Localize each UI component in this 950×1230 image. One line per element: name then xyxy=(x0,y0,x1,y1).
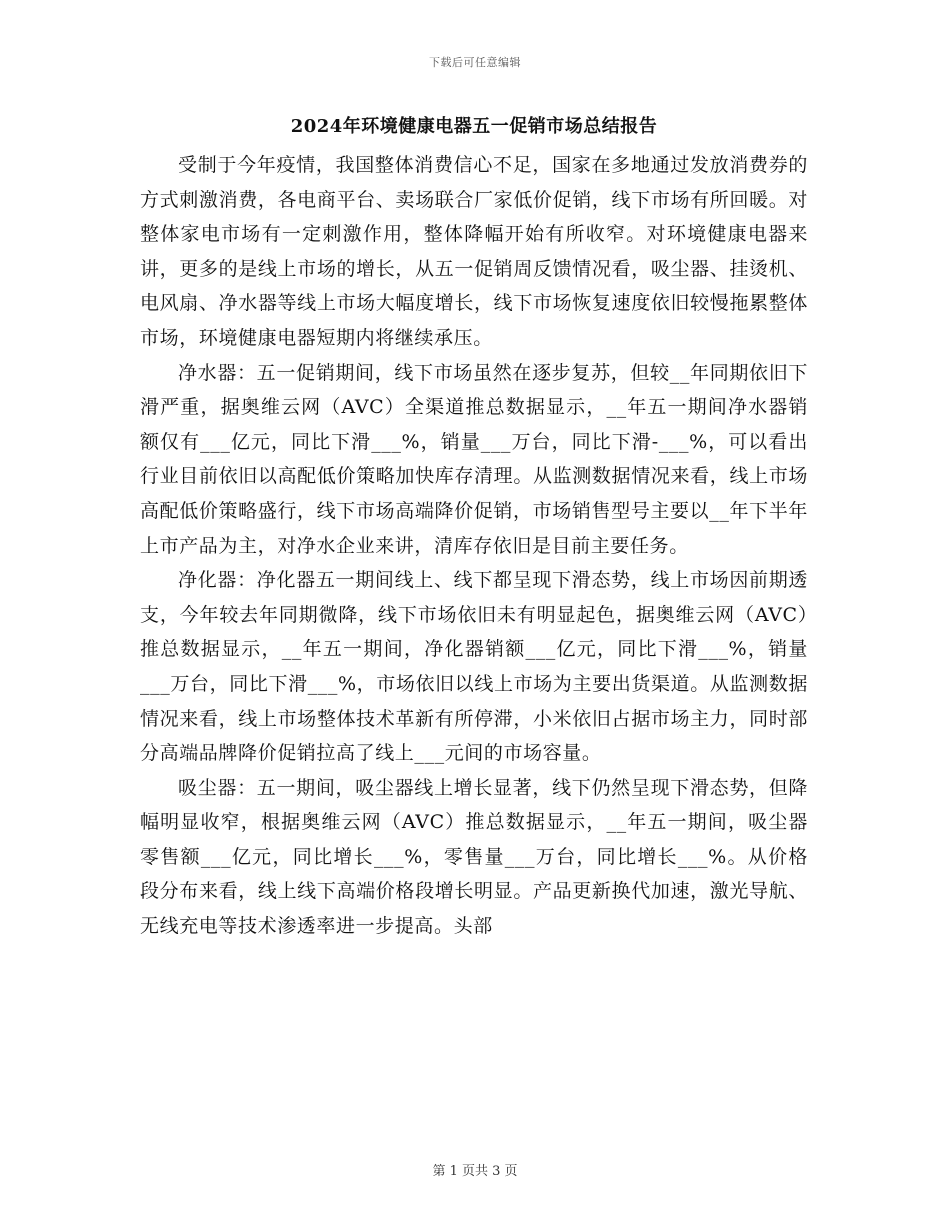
page-number: 第 1 页共 3 页 xyxy=(432,1164,518,1179)
paragraph-intro: 受制于今年疫情，我国整体消费信心不足，国家在多地通过发放消费券的方式刺激消费，各电商平台、卖场联合厂家低价促销，线下市场有所回暖。对整体家电市场有一定刺激作用，整体降幅开始有所收窄。对环境健康电器来讲，更多的是线上市场的增长，从五一促销周反馈情况看，吸尘器、挂烫机、电风扇、净水器等线上市场大幅度增长，线下市场恢复速度依旧较慢拖累整体市场，环境健康电器短期内将继续承压。 xyxy=(140,154,808,349)
paragraph-air-purifier: 净化器：净化器五一期间线上、线下都呈现下滑态势，线上市场因前期透支，今年较去年同期微降，线下市场依旧未有明显起色，据奥维云网（AVC）推总数据显示，__年五一期间，净化器销额___亿元，同比下滑___%，销量___万台，同比下滑___%，市场依旧以线上市场为主要出货渠道。从监测数据情况来看，线上市场整体技术革新有所停滞，小米依旧占据市场主力，同时部分高端品牌降价促销拉高了线上___元间的市场容量。 xyxy=(140,569,808,765)
header-note: 下载后可任意编辑 xyxy=(429,56,521,69)
document-body xyxy=(140,112,808,944)
paragraph-vacuum-cleaner: 吸尘器：五一期间，吸尘器线上增长显著，线下仍然呈现下滑态势，但降幅明显收窄，根据奥维云网（AVC）推总数据显示，__年五一期间，吸尘器零售额___亿元，同比增长___%，零售量___万台，同比增长___%。从价格段分布来看，线上线下高端价格段增长明显。产品更新换代加速，激光导航、无线充电等技术渗透率进一步提高。头部 xyxy=(140,776,808,938)
paragraph-water-purifier: 净水器：五一促销期间，线下市场虽然在逐步复苏，但较__年同期依旧下滑严重，据奥维云网（AVC）全渠道推总数据显示，__年五一期间净水器销额仅有___亿元，同比下滑___%，销量___万台，同比下滑-___%，可以看出行业目前依旧以高配低价策略加快库存清理。从监测数据情况来看，线上市场高配低价策略盛行，线下市场高端降价促销，市场销售型号主要以__年下半年上市产品为主，对净水企业来讲，清库存依旧是目前主要任务。 xyxy=(140,361,808,557)
document-title: 2024年环境健康电器五一促销市场总结报告 xyxy=(290,116,658,137)
